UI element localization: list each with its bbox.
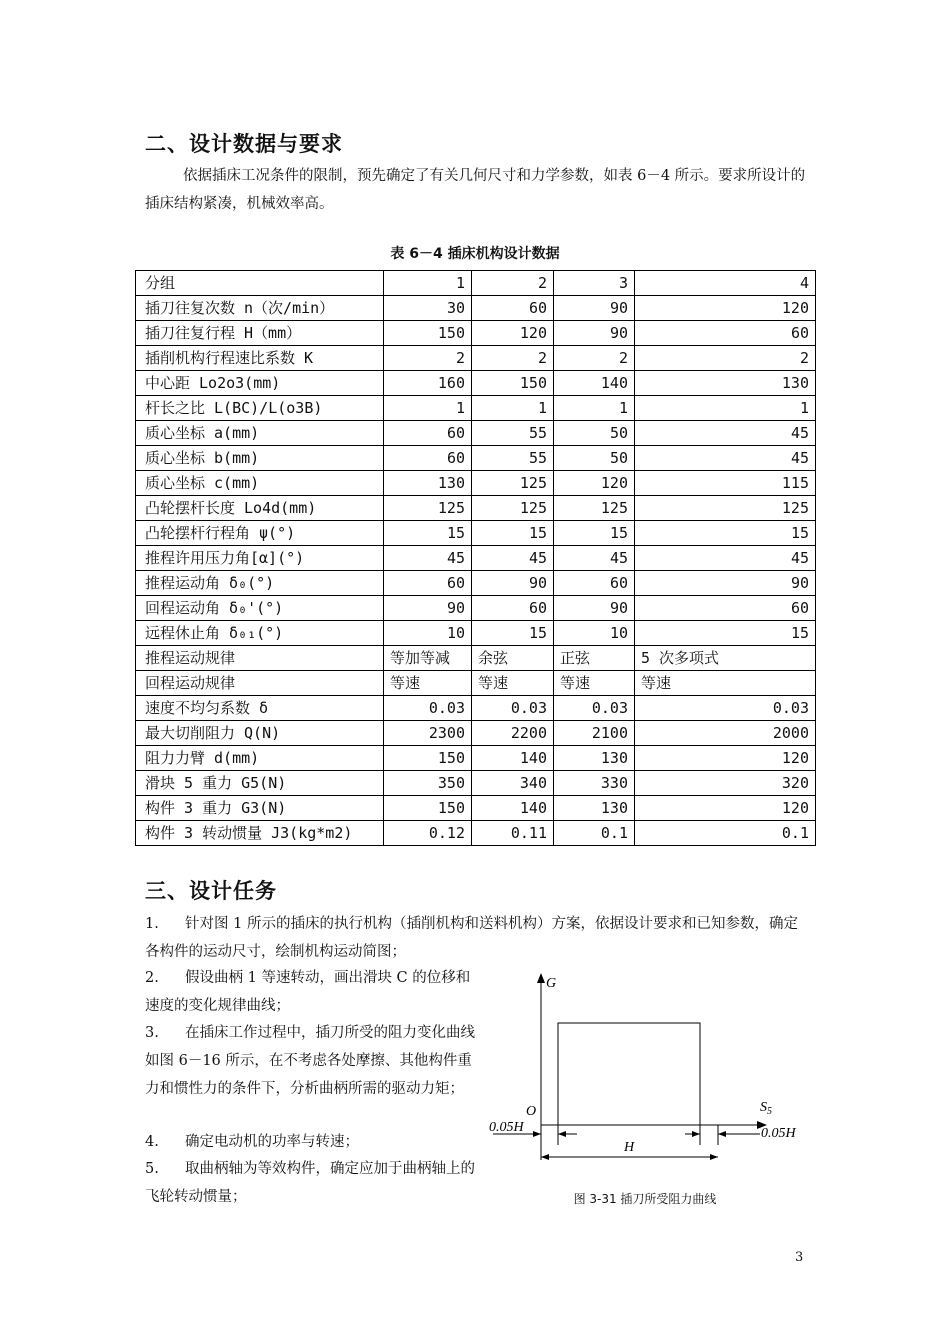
row-label: 质心坐标 c(mm) xyxy=(136,471,384,496)
table-cell: 等速 xyxy=(554,671,635,696)
table-cell: 15 xyxy=(635,521,816,546)
page-number: 3 xyxy=(795,1250,804,1265)
figure-caption: 图 3-31 插刀所受阻力曲线 xyxy=(573,1192,717,1206)
task-number: 1. xyxy=(145,916,159,932)
table-cell: 0.1 xyxy=(554,821,635,846)
table-cell: 3 xyxy=(554,271,635,296)
table-cell: 60 xyxy=(384,571,472,596)
table-cell: 0.03 xyxy=(384,696,472,721)
table-cell: 340 xyxy=(472,771,554,796)
table-cell: 90 xyxy=(554,321,635,346)
table-cell: 1 xyxy=(384,396,472,421)
resistance-curve xyxy=(558,1023,700,1125)
table-cell: 0.03 xyxy=(635,696,816,721)
table-caption: 表 6－4 插床机构设计数据 xyxy=(390,246,560,262)
table-row xyxy=(136,671,816,696)
design-data-table xyxy=(135,270,816,846)
task-number: 2. xyxy=(145,970,159,986)
table-cell: 150 xyxy=(384,746,472,771)
row-label: 凸轮摆杆长度 Lo4d(mm) xyxy=(136,496,384,521)
table-cell: 60 xyxy=(635,596,816,621)
table-cell: 0.03 xyxy=(554,696,635,721)
table-cell: 等速 xyxy=(384,671,472,696)
table-row xyxy=(136,696,816,721)
table-cell: 130 xyxy=(384,471,472,496)
right-offset-label: 0.05H xyxy=(761,1126,796,1141)
origin-label: O xyxy=(526,1104,537,1119)
table-cell: 120 xyxy=(635,296,816,321)
table-cell: 45 xyxy=(635,546,816,571)
row-label: 推程运动规律 xyxy=(136,646,384,671)
row-label: 分组 xyxy=(136,271,384,296)
table-cell: 150 xyxy=(472,371,554,396)
table-cell: 60 xyxy=(554,571,635,596)
table-cell: 160 xyxy=(384,371,472,396)
table-cell: 45 xyxy=(472,546,554,571)
row-label: 最大切削阻力 Q(N) xyxy=(136,721,384,746)
table-row xyxy=(136,621,816,646)
arrow-icon xyxy=(533,1131,541,1137)
task-item-4 xyxy=(145,1128,480,1156)
table-cell: 60 xyxy=(635,321,816,346)
table-cell: 2 xyxy=(472,271,554,296)
left-offset-label: 0.05H xyxy=(489,1120,524,1135)
table-cell: 90 xyxy=(472,571,554,596)
table-row xyxy=(136,746,816,771)
arrow-icon xyxy=(541,1154,549,1160)
table-row xyxy=(136,646,816,671)
table-row xyxy=(136,446,816,471)
row-label: 插刀往复次数 n（次/min） xyxy=(136,296,384,321)
table-cell: 正弦 xyxy=(554,646,635,671)
table-cell: 1 xyxy=(554,396,635,421)
table-cell: 55 xyxy=(472,446,554,471)
row-label: 质心坐标 a(mm) xyxy=(136,421,384,446)
table-cell: 125 xyxy=(472,496,554,521)
table-cell: 60 xyxy=(472,296,554,321)
task-text: 针对图 1 所示的插床的执行机构（插削机构和送料机构）方案，依据设计要求和已知参数，确定各构件的运动尺寸，绘制机构运动简图； xyxy=(145,916,798,960)
task-number: 5. xyxy=(145,1161,159,1177)
table-cell: 10 xyxy=(554,621,635,646)
table-cell: 60 xyxy=(472,596,554,621)
table-cell: 45 xyxy=(554,546,635,571)
table-cell: 2300 xyxy=(384,721,472,746)
table-row xyxy=(136,271,816,296)
table-cell: 90 xyxy=(635,571,816,596)
table-row xyxy=(136,346,816,371)
table-cell: 60 xyxy=(384,446,472,471)
row-label: 回程运动规律 xyxy=(136,671,384,696)
table-cell: 45 xyxy=(384,546,472,571)
table-row xyxy=(136,496,816,521)
table-cell: 150 xyxy=(384,321,472,346)
task-number: 4. xyxy=(145,1134,159,1150)
table-cell: 30 xyxy=(384,296,472,321)
task-text: 取曲柄轴为等效构件，确定应加于曲柄轴上的飞轮转动惯量； xyxy=(145,1161,475,1205)
resistance-curve-figure xyxy=(485,965,815,1175)
table-cell: 15 xyxy=(635,621,816,646)
span-label: H xyxy=(624,1140,635,1155)
table-row xyxy=(136,771,816,796)
row-label: 远程休止角 δ₀₁(°) xyxy=(136,621,384,646)
table-cell: 125 xyxy=(472,471,554,496)
table-cell: 130 xyxy=(554,796,635,821)
table-cell: 余弦 xyxy=(472,646,554,671)
y-axis-arrow-icon xyxy=(537,973,545,983)
table-cell: 120 xyxy=(635,796,816,821)
table-row xyxy=(136,421,816,446)
table-row xyxy=(136,546,816,571)
table-cell: 2 xyxy=(554,346,635,371)
row-label: 凸轮摆杆行程角 ψ(°) xyxy=(136,521,384,546)
table-cell: 45 xyxy=(635,446,816,471)
table-cell: 130 xyxy=(635,371,816,396)
task-text: 在插床工作过程中，插刀所受的阻力变化曲线如图 6－16 所示，在不考虑各处摩擦、其他构件重力和惯性力的条件下，分析曲柄所需的驱动力矩； xyxy=(145,1025,475,1097)
table-cell: 2 xyxy=(472,346,554,371)
table-cell: 0.12 xyxy=(384,821,472,846)
row-label: 质心坐标 b(mm) xyxy=(136,446,384,471)
row-label: 插刀往复行程 H（mm） xyxy=(136,321,384,346)
table-cell: 0.03 xyxy=(472,696,554,721)
row-label: 速度不均匀系数 δ xyxy=(136,696,384,721)
table-cell: 1 xyxy=(635,396,816,421)
table-cell: 50 xyxy=(554,446,635,471)
table-cell: 2100 xyxy=(554,721,635,746)
table-cell: 60 xyxy=(384,421,472,446)
row-label: 阻力力臂 d(mm) xyxy=(136,746,384,771)
arrow-icon xyxy=(558,1131,566,1137)
task-item-2 xyxy=(145,964,480,1020)
table-cell: 320 xyxy=(635,771,816,796)
y-axis-label: G xyxy=(546,976,557,991)
table-cell: 2000 xyxy=(635,721,816,746)
table-cell: 130 xyxy=(554,746,635,771)
table-cell: 0.1 xyxy=(635,821,816,846)
section-2-title: 二、设计数据与要求 xyxy=(145,132,343,156)
row-label: 构件 3 重力 G3(N) xyxy=(136,796,384,821)
table-cell: 90 xyxy=(554,296,635,321)
arrow-icon xyxy=(692,1131,700,1137)
task-item-3 xyxy=(145,1019,480,1103)
table-cell: 0.11 xyxy=(472,821,554,846)
table-cell: 120 xyxy=(554,471,635,496)
task-text: 假设曲柄 1 等速转动，画出滑块 C 的位移和速度的变化规律曲线； xyxy=(145,970,471,1014)
table-cell: 140 xyxy=(472,796,554,821)
table-cell: 1 xyxy=(384,271,472,296)
table-row xyxy=(136,396,816,421)
table-cell: 2 xyxy=(384,346,472,371)
table-cell: 120 xyxy=(635,746,816,771)
table-cell: 等速 xyxy=(635,671,816,696)
table-row xyxy=(136,371,816,396)
intro-paragraph: 依据插床工况条件的限制，预先确定了有关几何尺寸和力学参数，如表 6－4 所示。要求所设计的插床结构紧凑，机械效率高。 xyxy=(145,168,806,212)
table-cell: 2 xyxy=(635,346,816,371)
x-axis-label: $S_5$ xyxy=(760,1100,772,1117)
table-row xyxy=(136,521,816,546)
table-cell: 等速 xyxy=(472,671,554,696)
table-cell: 5 次多项式 xyxy=(635,646,816,671)
row-label: 回程运动角 δ₀'(°) xyxy=(136,596,384,621)
table-row xyxy=(136,296,816,321)
table-row xyxy=(136,821,816,846)
table-cell: 140 xyxy=(554,371,635,396)
table-cell: 4 xyxy=(635,271,816,296)
table-cell: 115 xyxy=(635,471,816,496)
table-cell: 15 xyxy=(554,521,635,546)
table-cell: 140 xyxy=(472,746,554,771)
task-text: 确定电动机的功率与转速； xyxy=(185,1134,359,1150)
table-cell: 等加等减 xyxy=(384,646,472,671)
table-row xyxy=(136,571,816,596)
arrow-icon xyxy=(710,1154,718,1160)
table-cell: 2200 xyxy=(472,721,554,746)
row-label: 中心距 Lo2o3(mm) xyxy=(136,371,384,396)
row-label: 滑块 5 重力 G5(N) xyxy=(136,771,384,796)
table-cell: 15 xyxy=(472,621,554,646)
task-item-1 xyxy=(145,910,810,966)
task-number: 3. xyxy=(145,1025,159,1041)
table-row xyxy=(136,721,816,746)
table-cell: 10 xyxy=(384,621,472,646)
table-cell: 125 xyxy=(635,496,816,521)
row-label: 杆长之比 L(BC)/L(o3B) xyxy=(136,396,384,421)
table-row xyxy=(136,796,816,821)
table-cell: 125 xyxy=(384,496,472,521)
table-cell: 350 xyxy=(384,771,472,796)
table-cell: 90 xyxy=(554,596,635,621)
table-cell: 120 xyxy=(472,321,554,346)
row-label: 插削机构行程速比系数 K xyxy=(136,346,384,371)
table-cell: 90 xyxy=(384,596,472,621)
section-3-title: 三、设计任务 xyxy=(145,879,277,903)
table-cell: 125 xyxy=(554,496,635,521)
table-cell: 55 xyxy=(472,421,554,446)
row-label: 推程许用压力角[α](°) xyxy=(136,546,384,571)
row-label: 推程运动角 δ₀(°) xyxy=(136,571,384,596)
table-cell: 15 xyxy=(472,521,554,546)
arrow-icon xyxy=(718,1131,726,1137)
task-item-5 xyxy=(145,1155,480,1211)
table-row xyxy=(136,471,816,496)
table-cell: 330 xyxy=(554,771,635,796)
table-row xyxy=(136,596,816,621)
table-cell: 15 xyxy=(384,521,472,546)
table-cell: 150 xyxy=(384,796,472,821)
table-row xyxy=(136,321,816,346)
row-label: 构件 3 转动惯量 J3(kg*m2) xyxy=(136,821,384,846)
table-cell: 45 xyxy=(635,421,816,446)
table-cell: 1 xyxy=(472,396,554,421)
table-cell: 50 xyxy=(554,421,635,446)
